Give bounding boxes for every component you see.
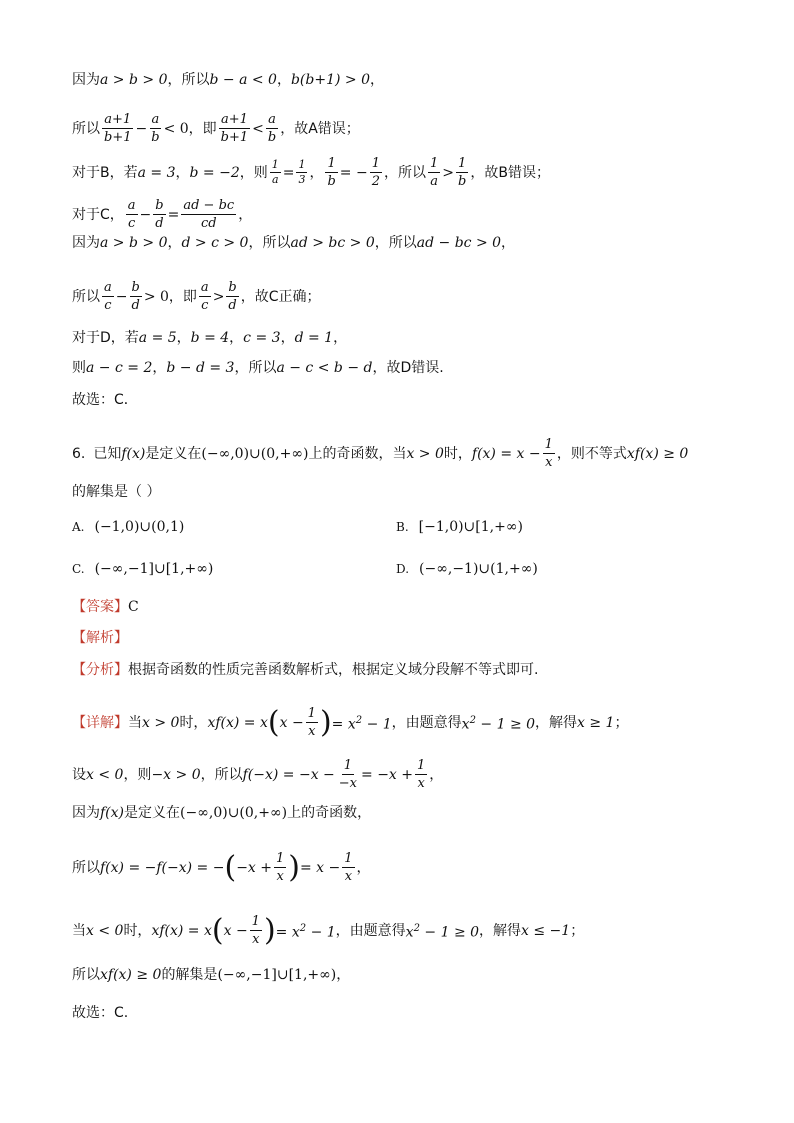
text: 的解集是（ ） [72,484,161,500]
fraction: a+1 b+1 [220,112,249,145]
text: 所以 [72,859,100,876]
text: 已知 [93,445,122,462]
text: ，则不等式 [556,445,627,462]
text: 设 [72,766,86,783]
fraction: $\frac{a}{b}$ [151,112,160,145]
text: ； [614,714,629,731]
text: ， [333,330,348,346]
text: 时， [443,445,472,462]
text: 时， [179,714,208,731]
option-a[interactable] [72,519,184,535]
line-7: 对于D，若 a = 5 ， b = 4 ， c = 3 ， d = 1 ， [72,330,348,346]
text: ，所以 [167,72,210,88]
fraction: a+1 b+1 [104,112,132,145]
text: 则 [72,360,86,376]
text: 所以 [72,288,100,305]
text: ， [238,206,253,223]
option-label: D. [396,562,410,576]
text: ，则 [123,766,152,783]
text: 对于C， [72,206,124,223]
text: ，故A错误； [280,120,360,137]
fenxi-line [72,660,538,680]
text: ，所以 [374,235,417,251]
text: 时， [123,922,152,939]
text: ，所以 [234,360,277,376]
text: ， [429,766,444,783]
text: ， [167,235,182,251]
text: 所以 [72,120,100,137]
text: ， [176,330,191,346]
text: ，故D错误. [372,360,444,376]
option-c[interactable] [72,561,213,577]
text: ，即 [168,288,197,305]
option-label: A. [72,520,85,534]
line-8: 则 a − c = 2 ， b − d = 3 ，所以 a − c < b − d ，故D错误. [72,360,444,376]
text: ， [336,967,351,983]
answer-value: C [128,599,139,615]
text: ，故C正确； [240,288,321,305]
detail-line-7 [72,1003,128,1023]
analysis-tag: 【解析】 [72,630,128,646]
math: b(b+1) > 0 [290,72,370,88]
option-text: (−∞,−1)∪(1,+∞) [419,561,538,577]
line-5: 因为 a > b > 0 ， d > c > 0 ，所以 ad > bc > 0 ，所以 ad − bc > 0 ， [72,235,516,251]
text: ，则 [239,164,268,181]
option-text: [−1,0)∪[1,+∞) [418,519,523,535]
option-text: (−∞,−1]∪[1,+∞) [94,561,214,577]
text: ， [370,72,384,88]
text: 根据奇函数的性质完善函数解析式，根据定义域分段解不等式即可. [128,662,539,678]
line-4: 对于C， a c − $\frac{b}{d}$ = $\frac{ad - bc}{cd}$ ， [72,198,253,231]
question-number: 6. [72,445,86,462]
fenxi-tag: 【分析】 [72,662,128,678]
detail-line-2: 设 x < 0 ，则 −x > 0 ，所以 f(−x) = −x − $\frac{1}{-x}$ = −x + $\frac{1}{x}$ ， [72,758,444,791]
option-text: (−1,0)∪(0,1) [94,519,185,535]
text: ， [309,164,324,181]
math: a > b > 0 [100,72,168,88]
text: ，由题意得 [391,714,462,731]
text: 所以 [72,967,100,983]
option-b[interactable] [396,519,523,535]
text: 故选：C． [72,392,138,408]
detail-line-3: 因为 f(x) 是定义在 (−∞,0)∪(0,+∞) 上的奇函数， [72,805,372,821]
detail-line-1: 【详解】 当 x > 0 时， xf(x) = x ( x − $\frac{1}{x}$ ) = $x^2 - 1$ ，由题意得 $x^2 - 1 \ge 0$ ，解得 x ≥ 1 ； [72,704,629,740]
text: ，所以 [200,766,243,783]
text: ，所以 [384,164,426,181]
math: b − a < 0 [209,72,277,88]
text: ，即 [188,120,217,137]
question-6: 6. 已知 f(x) 是定义在 (−∞,0)∪(0,+∞) 上的奇函数，当 x > 0 时， f(x) = x − $\frac{1}{x}$ ，则不等式 xf(x) ≥ 0 [72,437,689,470]
text: 当 [128,714,142,731]
text: ， [501,235,516,251]
text: ； [570,922,585,939]
answer-line [72,597,139,617]
option-label: C. [72,562,85,576]
line-3: 对于B，若 a = 3 ， b = −2 ，则 $\frac{1}{a}$ = $\frac{1}{3}$ ， $\frac{1}{b}$ = − $\frac{1}{2}$ ，所以 1 a > 1 b ，故B错误； [72,156,550,189]
text: 上的奇函数， [287,805,372,821]
text: 对于D，若 [72,330,139,346]
option-d[interactable] [396,561,538,577]
fraction: a b [267,112,277,145]
text: ，故B错误； [470,164,550,181]
text: ， [356,859,371,876]
text: ，解得 [479,922,522,939]
text: ，解得 [535,714,578,731]
text: 因为 [72,805,100,821]
text: ， [280,330,295,346]
text: 是定义在 [124,805,181,821]
text: 对于B，若 [72,164,138,181]
line-1 [72,70,384,90]
text: 因为 [72,235,100,251]
text: ，所以 [248,235,291,251]
detail-line-4: 所以 f(x) = −f(−x) = − ( −x + $\frac{1}{x}$ ) = x − $\frac{1}{x}$ ， [72,849,371,885]
text: 故选：C. [72,1005,129,1021]
text: 是定义在 [145,445,202,462]
line-2: 所以 a+1 b+1 − $\frac{a}{b}$ < 0 ，即 a+1 b+1 < a b ，故A错误； [72,112,360,145]
text: ， [229,330,244,346]
detail-line-5: 当 x < 0 时， xf(x) = x ( x − $\frac{1}{x}$ ) = $x^2 - 1$ ，由题意得 $x^2 - 1 \ge 0$ ，解得 x ≤ −1 ； [72,912,585,948]
text: ，由题意得 [335,922,406,939]
text: ， [276,72,291,88]
text: ， [152,360,167,376]
analysis-tag-line [72,628,128,648]
line-9 [72,390,138,410]
text: 的解集是 [161,967,218,983]
option-label: B. [396,520,409,534]
detail-line-6: 所以 xf(x) ≥ 0 的解集是 (−∞,−1]∪[1,+∞) ， [72,967,351,983]
answer-tag: 【答案】 [72,599,128,615]
text: 上的奇函数，当 [308,445,407,462]
text: 因为 [72,72,100,88]
detail-tag: 【详解】 [72,714,128,731]
question-6-cont [72,482,160,502]
line-6: 所以 a c − $\frac{b}{d}$ > 0 ，即 a c > b d ，故C正确； [72,280,321,313]
text: 当 [72,922,86,939]
text: ， [175,164,190,181]
